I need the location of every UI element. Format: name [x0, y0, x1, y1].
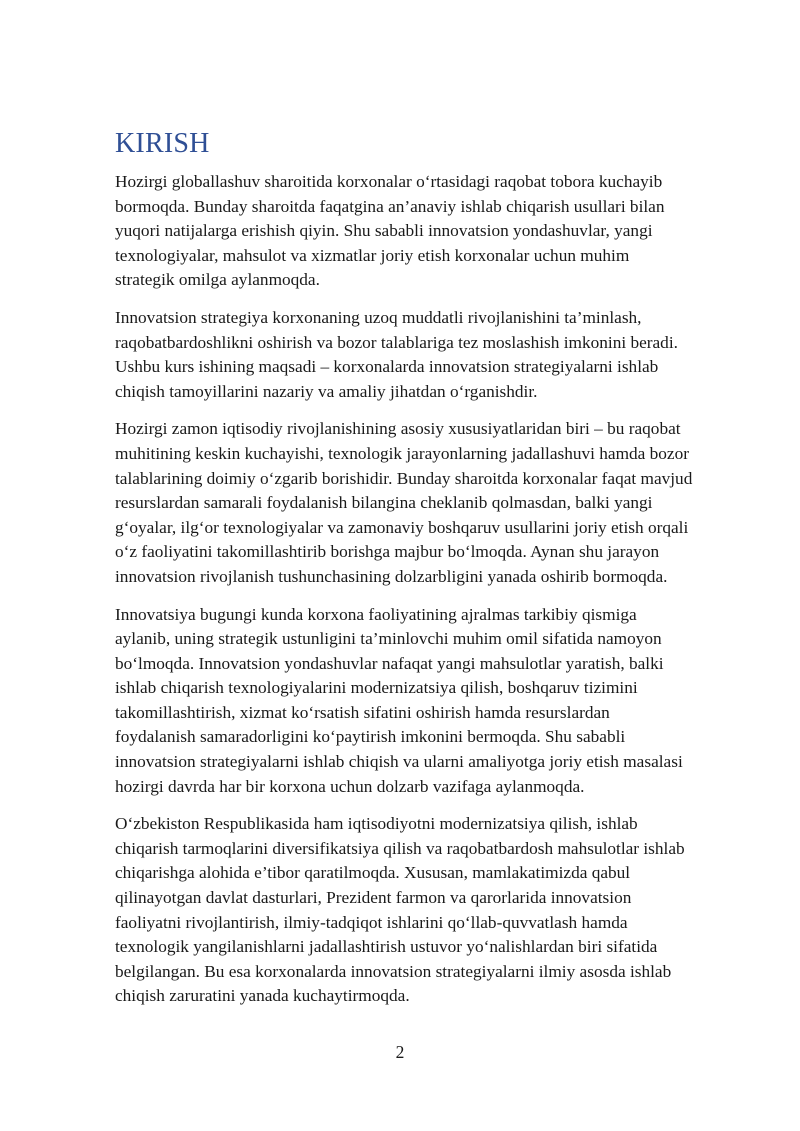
paragraph-5: O‘zbekiston Respublikasida ham iqtisodiyotni modernizatsiya qilish, ishlab chiqarish tarmoqlarini diversifikatsiya qilish va raqobatbardosh mahsulotlar ishlab chiqarishga alohida e’tibor qaratilmoqda. Xususan, mamlakatimizda qabul qilinayotgan davlat dasturlari, Prezident farmon va qarorlarida innovatsion faoliyatni rivojlantirish, ilmiy-tadqiqot ishlarini qo‘llab-quvvatlash hamda texnologik yangilanishlarni jadallashtirish ustuvor yo‘nalishlardan biri sifatida belgilangan. Bu esa korxonalarda innovatsion strategiyalarni ilmiy asosda ishlab chiqish zaruratini yanada kuchaytirmoqda. [115, 814, 685, 1006]
page-content [115, 126, 755, 1022]
page-number: 2 [395, 1042, 405, 1062]
paragraph-2: Innovatsion strategiya korxonaning uzoq muddatli rivojlanishini ta’minlash, raqobatbardoshlikni oshirish va bozor talablariga tez moslashish imkonini beradi. Ushbu kurs ishining maqsadi – korxonalarda innovatsion strategiyalarni ishlab chiqish tamoyillarini nazariy va amaliy jihatdan o‘rganishdir. [115, 307, 678, 401]
paragraph-4: Innovatsiya bugungi kunda korxona faoliyatining ajralmas tarkibiy qismiga aylanib, uning strategik ustunligini ta’minlovchi muhim omil sifatida namoyon bo‘lmoqda. Innovatsion yondashuvlar nafaqat yangi mahsulotlar yaratish, balki ishlab chiqarish texnologiyalarini modernizatsiya qilish, boshqaruv tizimini takomillashtirish, xizmat ko‘rsatish sifatini oshirish hamda resurslardan foydalanish samaradorligini ko‘paytirish imkonini bermoqda. Shu sababli innovatsion strategiyalarni ishlab chiqish va ularni amaliyotga joriy etish masalasi hozirgi davrda har bir korxona uchun dolzarb vazifaga aylanmoqda. [115, 604, 683, 796]
paragraph-1: Hozirgi globallashuv sharoitida korxonalar o‘rtasidagi raqobat tobora kuchayib bormoqda. Bunday sharoitda faqatgina an’anaviy ishlab chiqarish usullari bilan yuqori natijalarga erishish qiyin. Shu sababli innovatsion yondashuvlar, yangi texnologiyalar, mahsulot va xizmatlar joriy etish korxonalar uchun muhim strategik omilga aylanmoqda. [115, 172, 665, 290]
paragraph-3: Hozirgi zamon iqtisodiy rivojlanishining asosiy xususiyatlaridan biri – bu raqobat muhitining keskin kuchayishi, texnologik jarayonlarning jadallashuvi hamda bozor talablarining doimiy o‘zgarib borishidir. Bunday sharoitda korxonalar faqat mavjud resurslardan samarali foydalanish bilangina cheklanib qolmasdan, balki yangi g‘oyalar, ilg‘or texnologiyalar va zamonaviy boshqaruv usullarini joriy etish orqali o‘z faoliyatini takomillashtirib borishga majbur bo‘lmoqda. Aynan shu jarayon innovatsion rivojlanish tushunchasining dolzarbligini yanada oshirib bormoqda. [115, 419, 693, 586]
section-heading: KIRISH [115, 128, 210, 159]
